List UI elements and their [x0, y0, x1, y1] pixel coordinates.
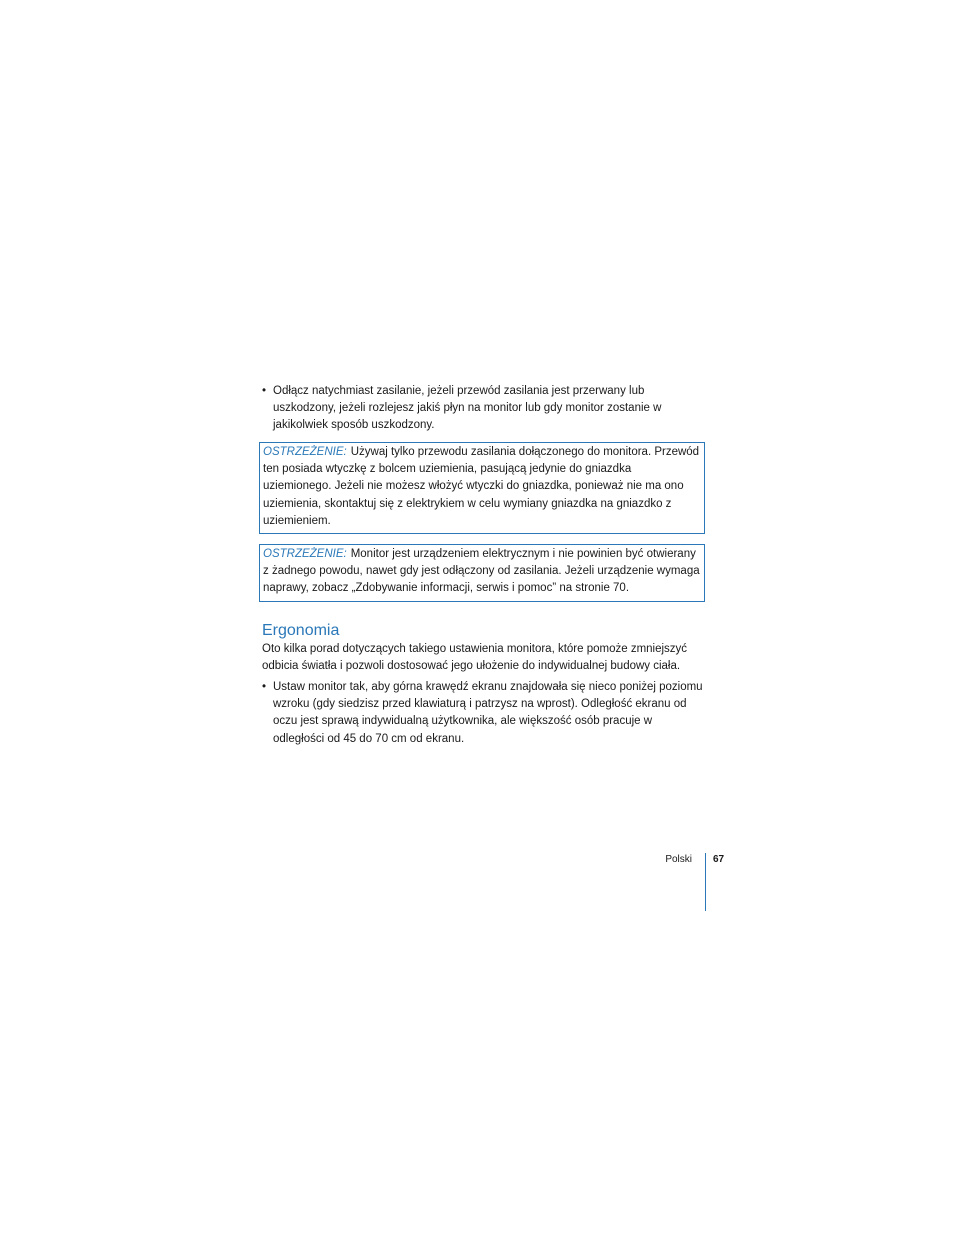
- footer-language: Polski: [665, 854, 692, 865]
- warning-box-do-not-open: [259, 544, 705, 602]
- footer-divider: [705, 853, 706, 911]
- bullet-item-power: [262, 383, 706, 435]
- warning-box-power-cord: [259, 442, 705, 534]
- bullet-text: Odłącz natychmiast zasilanie, jeżeli przewód zasilania jest przerwany lub uszkodzony, jeżeli rozlejesz jakiś płyn na monitor lub gdy monitor zostanie w jakikolwiek sposób uszkodzony.: [273, 385, 662, 432]
- warning-label: OSTRZEŻENIE:: [263, 446, 347, 458]
- section-intro: Oto kilka porad dotyczących takiego ustawienia monitora, które pomoże zmniejszyć odbicia światła i pozwoli dostosować jego ułożenie do indywidualnej budowy ciała.: [262, 643, 688, 673]
- bullet-marker: •: [262, 385, 267, 397]
- bullet-item-monitor-position: [262, 679, 706, 748]
- warning-label: OSTRZEŻENIE:: [263, 548, 347, 560]
- bullet-marker: •: [262, 681, 267, 693]
- bullet-text: Ustaw monitor tak, aby górna krawędź ekranu znajdowała się nieco poniżej poziomu wzroku (gdy siedzisz przed klawiaturą i patrzysz na wprost). Odległość ekranu od oczu jest sprawą indywidualną użytkownika, ale większość osób pracuje w odległości od 45 do 70 cm od ekranu.: [273, 681, 703, 745]
- page-number: 67: [713, 854, 725, 865]
- warning-text: Używaj tylko przewodu zasilania dołączonego do monitora. Przewód ten posiada wtyczkę z bolcem uziemienia, pasującą jedynie do gniazdka uziemionego. Jeżeli nie możesz włożyć wtyczki do gniazdka, ponieważ nie ma ono uziemienia, skontaktuj się z elektrykiem w celu wymiany gniazdka na gniazdko z uziemieniem.: [263, 446, 700, 527]
- warning-text: Monitor jest urządzeniem elektrycznym i nie powinien być otwierany z żadnego powodu, nawet gdy jest odłączony od zasilania. Jeżeli urządzenie wymaga naprawy, zobacz „Zdobywanie informacji, serwis i pomoc” na stronie 70.: [263, 548, 700, 595]
- section-heading: Ergonomia: [262, 622, 340, 639]
